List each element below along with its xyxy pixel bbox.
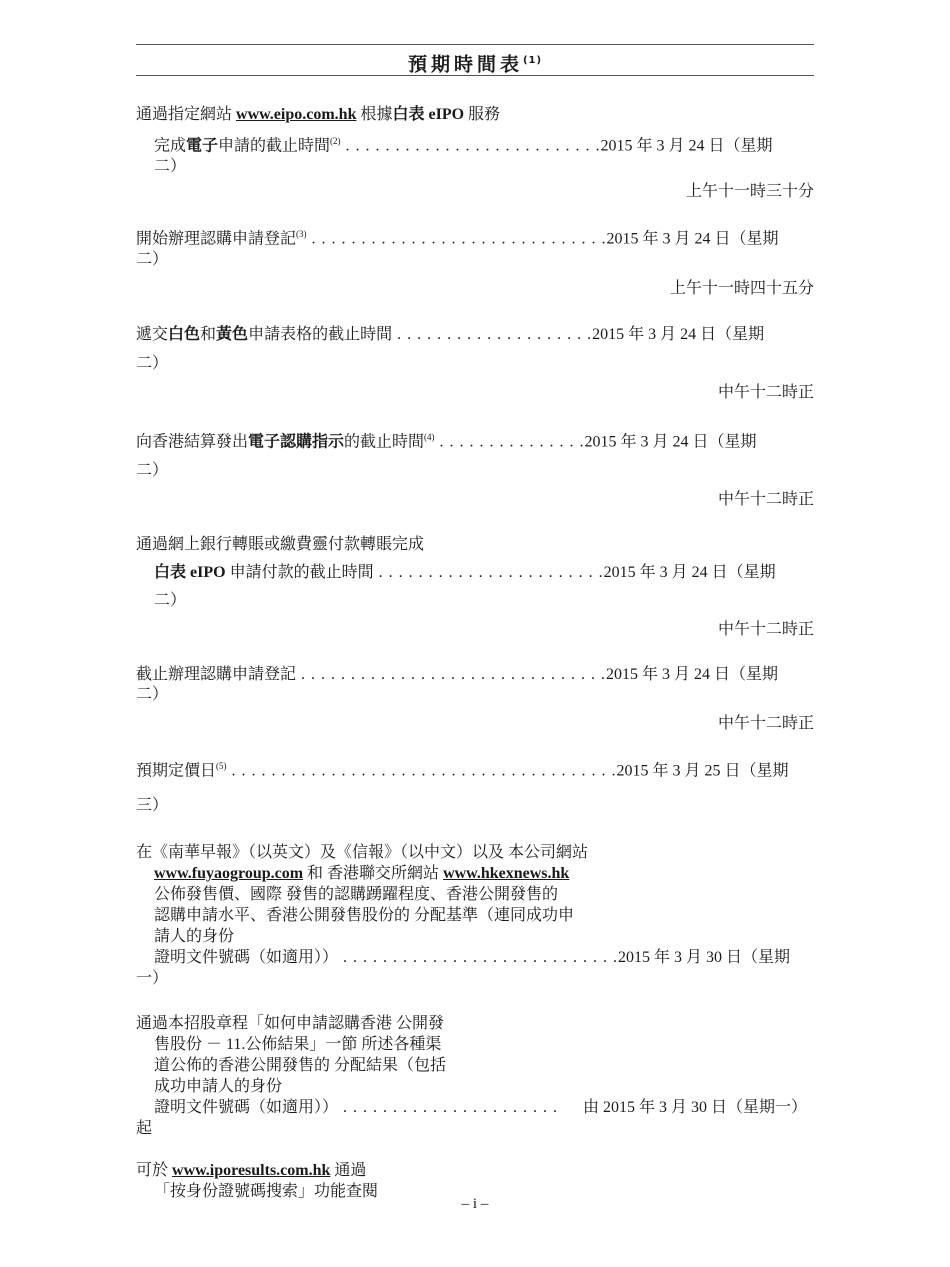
entry-date-wrap: 二） bbox=[154, 591, 187, 609]
white-form-label: 白表 bbox=[392, 104, 425, 123]
entry-text: 售股份 － 11.公佈結果」一節 所述各種渠 bbox=[154, 1036, 442, 1054]
entry-electronic-instructions-deadline bbox=[136, 427, 814, 510]
eipo-label: eIPO bbox=[424, 106, 465, 123]
company-website-link[interactable]: www.fuyaogroup.com bbox=[154, 865, 304, 883]
entry-date-wrap: 二） bbox=[136, 685, 169, 703]
entry-text: 認購申請水平、香港公開發售股份的 分配基準（連同成功申 bbox=[154, 907, 575, 925]
entry-text: 遞交 bbox=[136, 325, 169, 343]
entry-text: 道公佈的香港公開發售的 分配結果（包括 bbox=[154, 1057, 447, 1075]
entry-text: 截止辦理認購申請登記 bbox=[136, 665, 297, 683]
entry-date: 2015 年 3 月 30 日（星期 bbox=[618, 949, 791, 967]
entry-text: 在《南華早報》（以英文）及《信報》（以中文）以及 本公司網站 bbox=[136, 844, 589, 862]
entry-date: 由 2015 年 3 月 30 日（星期一） bbox=[583, 1099, 808, 1117]
entry-date: 2015 年 3 月 25 日（星期 bbox=[616, 762, 789, 780]
entry-text: 向香港結算發出 bbox=[136, 432, 249, 450]
entry-date: 2015 年 3 月 24 日（星期 bbox=[592, 325, 765, 343]
yellow-form-label: 黃色 bbox=[216, 323, 249, 343]
page-number: – i – bbox=[461, 1196, 489, 1212]
entry-text: 通過指定網站 bbox=[136, 106, 237, 123]
entry-text: 證明文件號碼（如適用）） bbox=[154, 1099, 339, 1117]
entry-announcement-of-results bbox=[136, 842, 814, 989]
entry-date-wrap: 一） bbox=[136, 970, 169, 988]
eipo-label: eIPO bbox=[186, 563, 226, 581]
entry-text: 完成 bbox=[154, 137, 187, 155]
entry-register-applications-close bbox=[136, 664, 814, 734]
footnote-ref: (2) bbox=[330, 136, 341, 146]
entry-text: 公佈發售價、國際 發售的認購踴躍程度、香港公開發售的 bbox=[154, 886, 559, 904]
entry-text: 通過 bbox=[330, 1162, 367, 1180]
entry-text: 預期定價日 bbox=[136, 762, 217, 780]
entry-time: 中午十二時正 bbox=[717, 490, 814, 508]
entry-date: 2015 年 3 月 24 日（星期 bbox=[606, 665, 779, 683]
leader-dots: . . . . . . . . . . . . . . . . . . . . . . . . . . . . . . . bbox=[296, 665, 607, 683]
hkex-website-link[interactable]: www.hkexnews.hk bbox=[443, 865, 570, 883]
entry-text: 通過網上銀行轉賬或繳費靈付款轉賬完成 bbox=[136, 535, 425, 553]
entry-text: 成功申請人的身份 bbox=[154, 1078, 283, 1096]
entry-text: 和 bbox=[200, 325, 217, 343]
entry-time: 上午十一時四十五分 bbox=[669, 279, 814, 297]
entry-text: 證明文件號碼（如適用）） bbox=[154, 949, 339, 967]
entry-allocation-results bbox=[136, 1013, 814, 1139]
white-form-label: 白表 bbox=[154, 561, 187, 581]
page-title bbox=[136, 45, 814, 75]
entry-time: 中午十二時正 bbox=[717, 714, 814, 732]
entry-text: 申請付款的截止時間 bbox=[225, 563, 374, 581]
entry-date: 2015 年 3 月 24 日（星期 bbox=[603, 563, 776, 581]
entry-text: 申請的截止時間 bbox=[218, 137, 331, 155]
entry-text: 請人的身份 bbox=[154, 928, 235, 946]
entry-text: 和 香港聯交所網站 bbox=[303, 865, 444, 883]
leader-dots: . . . . . . . . . . . . . . . . . . . . bbox=[392, 325, 593, 343]
entry-text: 通過本招股章程「如何申請認購香港 公開發 bbox=[136, 1015, 445, 1033]
entry-text: 「按身份證號碼搜索」功能查閱 bbox=[154, 1183, 379, 1201]
leader-dots: . . . . . . . . . . . . . . . . . . . . . . . . . . . . . . bbox=[306, 230, 607, 248]
entry-lodge-forms-deadline bbox=[136, 323, 814, 403]
entry-text: 可於 bbox=[136, 1162, 173, 1180]
entry-date-wrap: 二） bbox=[154, 158, 187, 176]
leader-dots: . . . . . . . . . . . . . . . . . . . . . . . . . . bbox=[340, 137, 601, 155]
entry-time: 中午十二時正 bbox=[717, 620, 814, 638]
footnote-ref: (5) bbox=[216, 760, 227, 771]
entry-price-determination-date bbox=[136, 756, 814, 816]
entry-text: 申請表格的截止時間 bbox=[248, 325, 393, 343]
electronic-label: 電子 bbox=[186, 135, 219, 155]
title-footnote-ref: (1) bbox=[522, 55, 543, 66]
entry-date: 2015 年 3 月 24 日（星期 bbox=[584, 432, 757, 450]
entry-register-applications-start bbox=[136, 224, 814, 298]
iporesults-website-link[interactable]: www.iporesults.com.hk bbox=[172, 1162, 331, 1180]
entry-text: 根據 bbox=[356, 106, 393, 123]
entry-date: 2015 年 3 月 24 日（星期 bbox=[600, 137, 773, 155]
entry-date-wrap: 起 bbox=[136, 1120, 153, 1138]
leader-dots: . . . . . . . . . . . . . . . bbox=[434, 432, 585, 450]
entry-date-wrap: 二） bbox=[136, 461, 169, 479]
footnote-ref: (3) bbox=[296, 229, 307, 240]
entry-text: 服務 bbox=[464, 106, 501, 123]
entry-date-wrap: 二） bbox=[136, 250, 169, 268]
eipo-website-link[interactable]: www.eipo.com.hk bbox=[236, 106, 357, 123]
entry-date-wrap: 二） bbox=[136, 354, 169, 372]
leader-dots: . . . . . . . . . . . . . . . . . . . . . . . bbox=[373, 563, 604, 581]
leader-dots: . . . . . . . . . . . . . . . . . . . . . . bbox=[338, 1099, 559, 1117]
entry-date: 2015 年 3 月 24 日（星期 bbox=[606, 230, 779, 248]
leader-dots: . . . . . . . . . . . . . . . . . . . . . . . . . . . . bbox=[338, 949, 619, 967]
entry-payment-deadline bbox=[136, 534, 814, 640]
entry-text: 開始辦理認購申請登記 bbox=[136, 230, 297, 248]
title-text: 預期時間表 bbox=[407, 53, 523, 76]
entry-date-wrap: 三） bbox=[136, 797, 169, 815]
entry-time: 中午十二時正 bbox=[717, 383, 814, 401]
leader-dots: . . . . . . . . . . . . . . . . . . . . . . . . . . . . . . . . . . . . . . . bbox=[226, 762, 617, 780]
timetable-page bbox=[136, 44, 814, 1202]
white-form-label: 白色 bbox=[168, 323, 201, 343]
footnote-ref: (4) bbox=[424, 431, 435, 442]
entry-eipo-application-deadline bbox=[136, 103, 814, 202]
entry-text: 的截止時間 bbox=[344, 432, 425, 450]
entry-time: 上午十一時三十分 bbox=[685, 183, 814, 201]
electronic-instructions-label: 電子認購指示 bbox=[248, 430, 345, 450]
